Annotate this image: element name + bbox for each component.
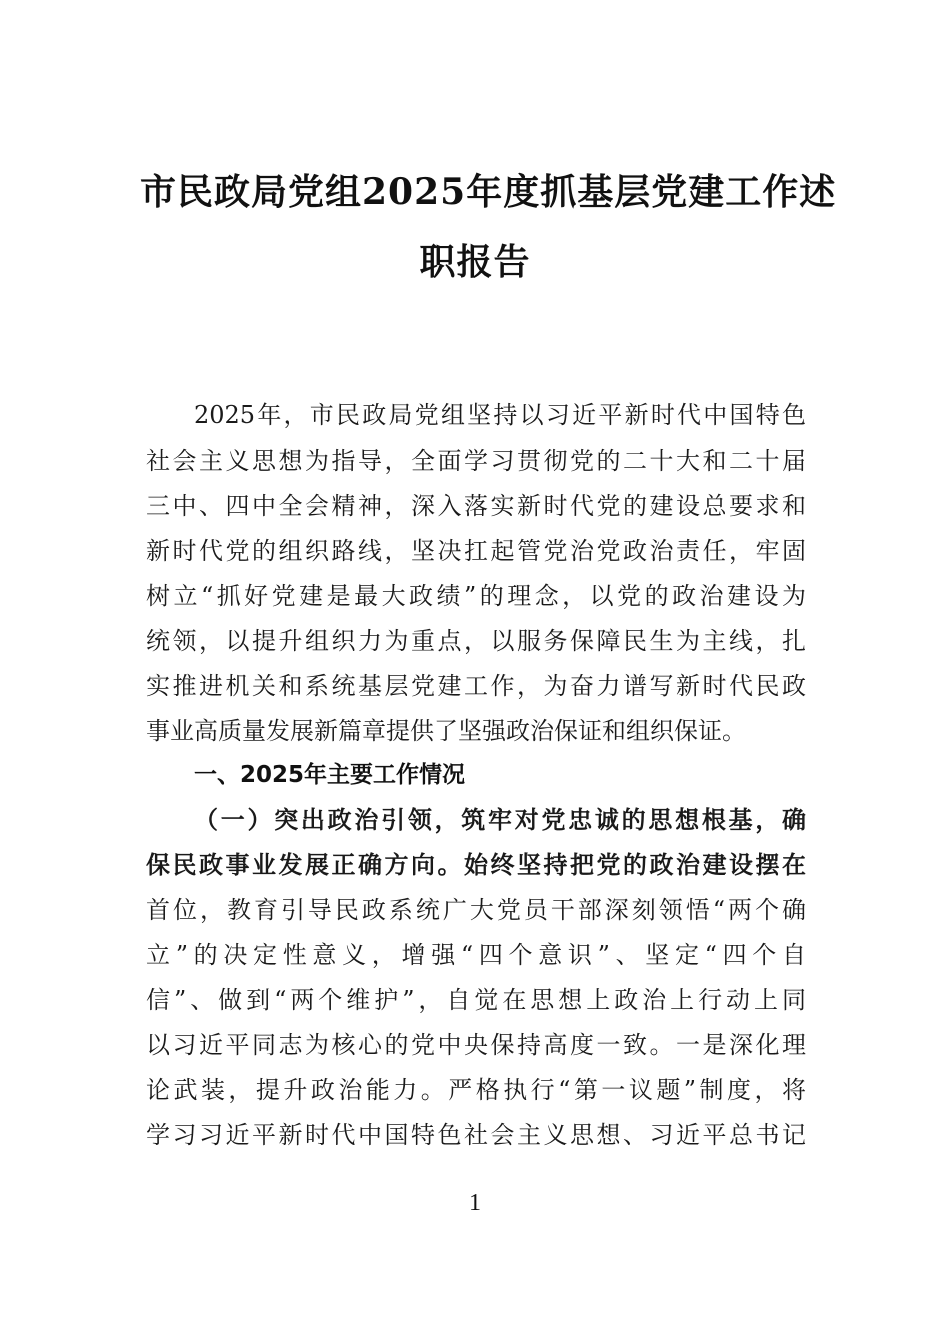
intro-paragraph-line: 2025年，市民政局党组坚持以习近平新时代中国特色 bbox=[194, 401, 806, 429]
intro-paragraph-line: 社会主义思想为指导，全面学习贯彻党的二十大和二十届 bbox=[146, 447, 806, 475]
section-heading: 一、2025年主要工作情况 bbox=[194, 762, 466, 788]
subsection-line-bold: （一）突出政治引领，筑牢对党忠诚的思想根基，确 bbox=[194, 805, 806, 834]
subsection-paragraph-line: 信”、做到“两个维护”，自觉在思想上政治上行动上同 bbox=[146, 986, 806, 1014]
intro-paragraph-line: 实推进机关和系统基层党建工作，为奋力谱写新时代民政 bbox=[146, 672, 806, 700]
page-number: 1 bbox=[469, 1190, 481, 1216]
intro-paragraph-line: 事业高质量发展新篇章提供了坚强政治保证和组织保证。 bbox=[146, 717, 746, 745]
subsection-paragraph-line: 论武装，提升政治能力。严格执行“第一议题”制度，将 bbox=[146, 1076, 806, 1104]
subsection-paragraph-line: 立”的决定性意义，增强“四个意识”、坚定“四个自 bbox=[146, 941, 806, 969]
subsection-paragraph-line: 首位，教育引导民政系统广大党员干部深刻领悟“两个确 bbox=[146, 896, 806, 924]
document-title-line-1: 市民政局党组2025年度抓基层党建工作述 bbox=[140, 171, 837, 213]
subsection-paragraph-line: 学习习近平新时代中国特色社会主义思想、习近平总书记 bbox=[146, 1121, 806, 1149]
subsection-line-bold: 保民政事业发展正确方向。始终坚持把党的政治建设摆在 bbox=[146, 850, 806, 879]
intro-paragraph-line: 统领，以提升组织力为重点，以服务保障民生为主线，扎 bbox=[146, 627, 806, 655]
intro-paragraph-line: 新时代党的组织路线，坚决扛起管党治党政治责任，牢固 bbox=[146, 537, 806, 565]
subsection-paragraph-line: 以习近平同志为核心的党中央保持高度一致。一是深化理 bbox=[146, 1031, 806, 1059]
document-title-line-2: 职报告 bbox=[419, 241, 531, 283]
intro-paragraph-line: 三中、四中全会精神，深入落实新时代党的建设总要求和 bbox=[146, 492, 806, 520]
intro-paragraph-line: 树立“抓好党建是最大政绩”的理念，以党的政治建设为 bbox=[146, 582, 806, 610]
